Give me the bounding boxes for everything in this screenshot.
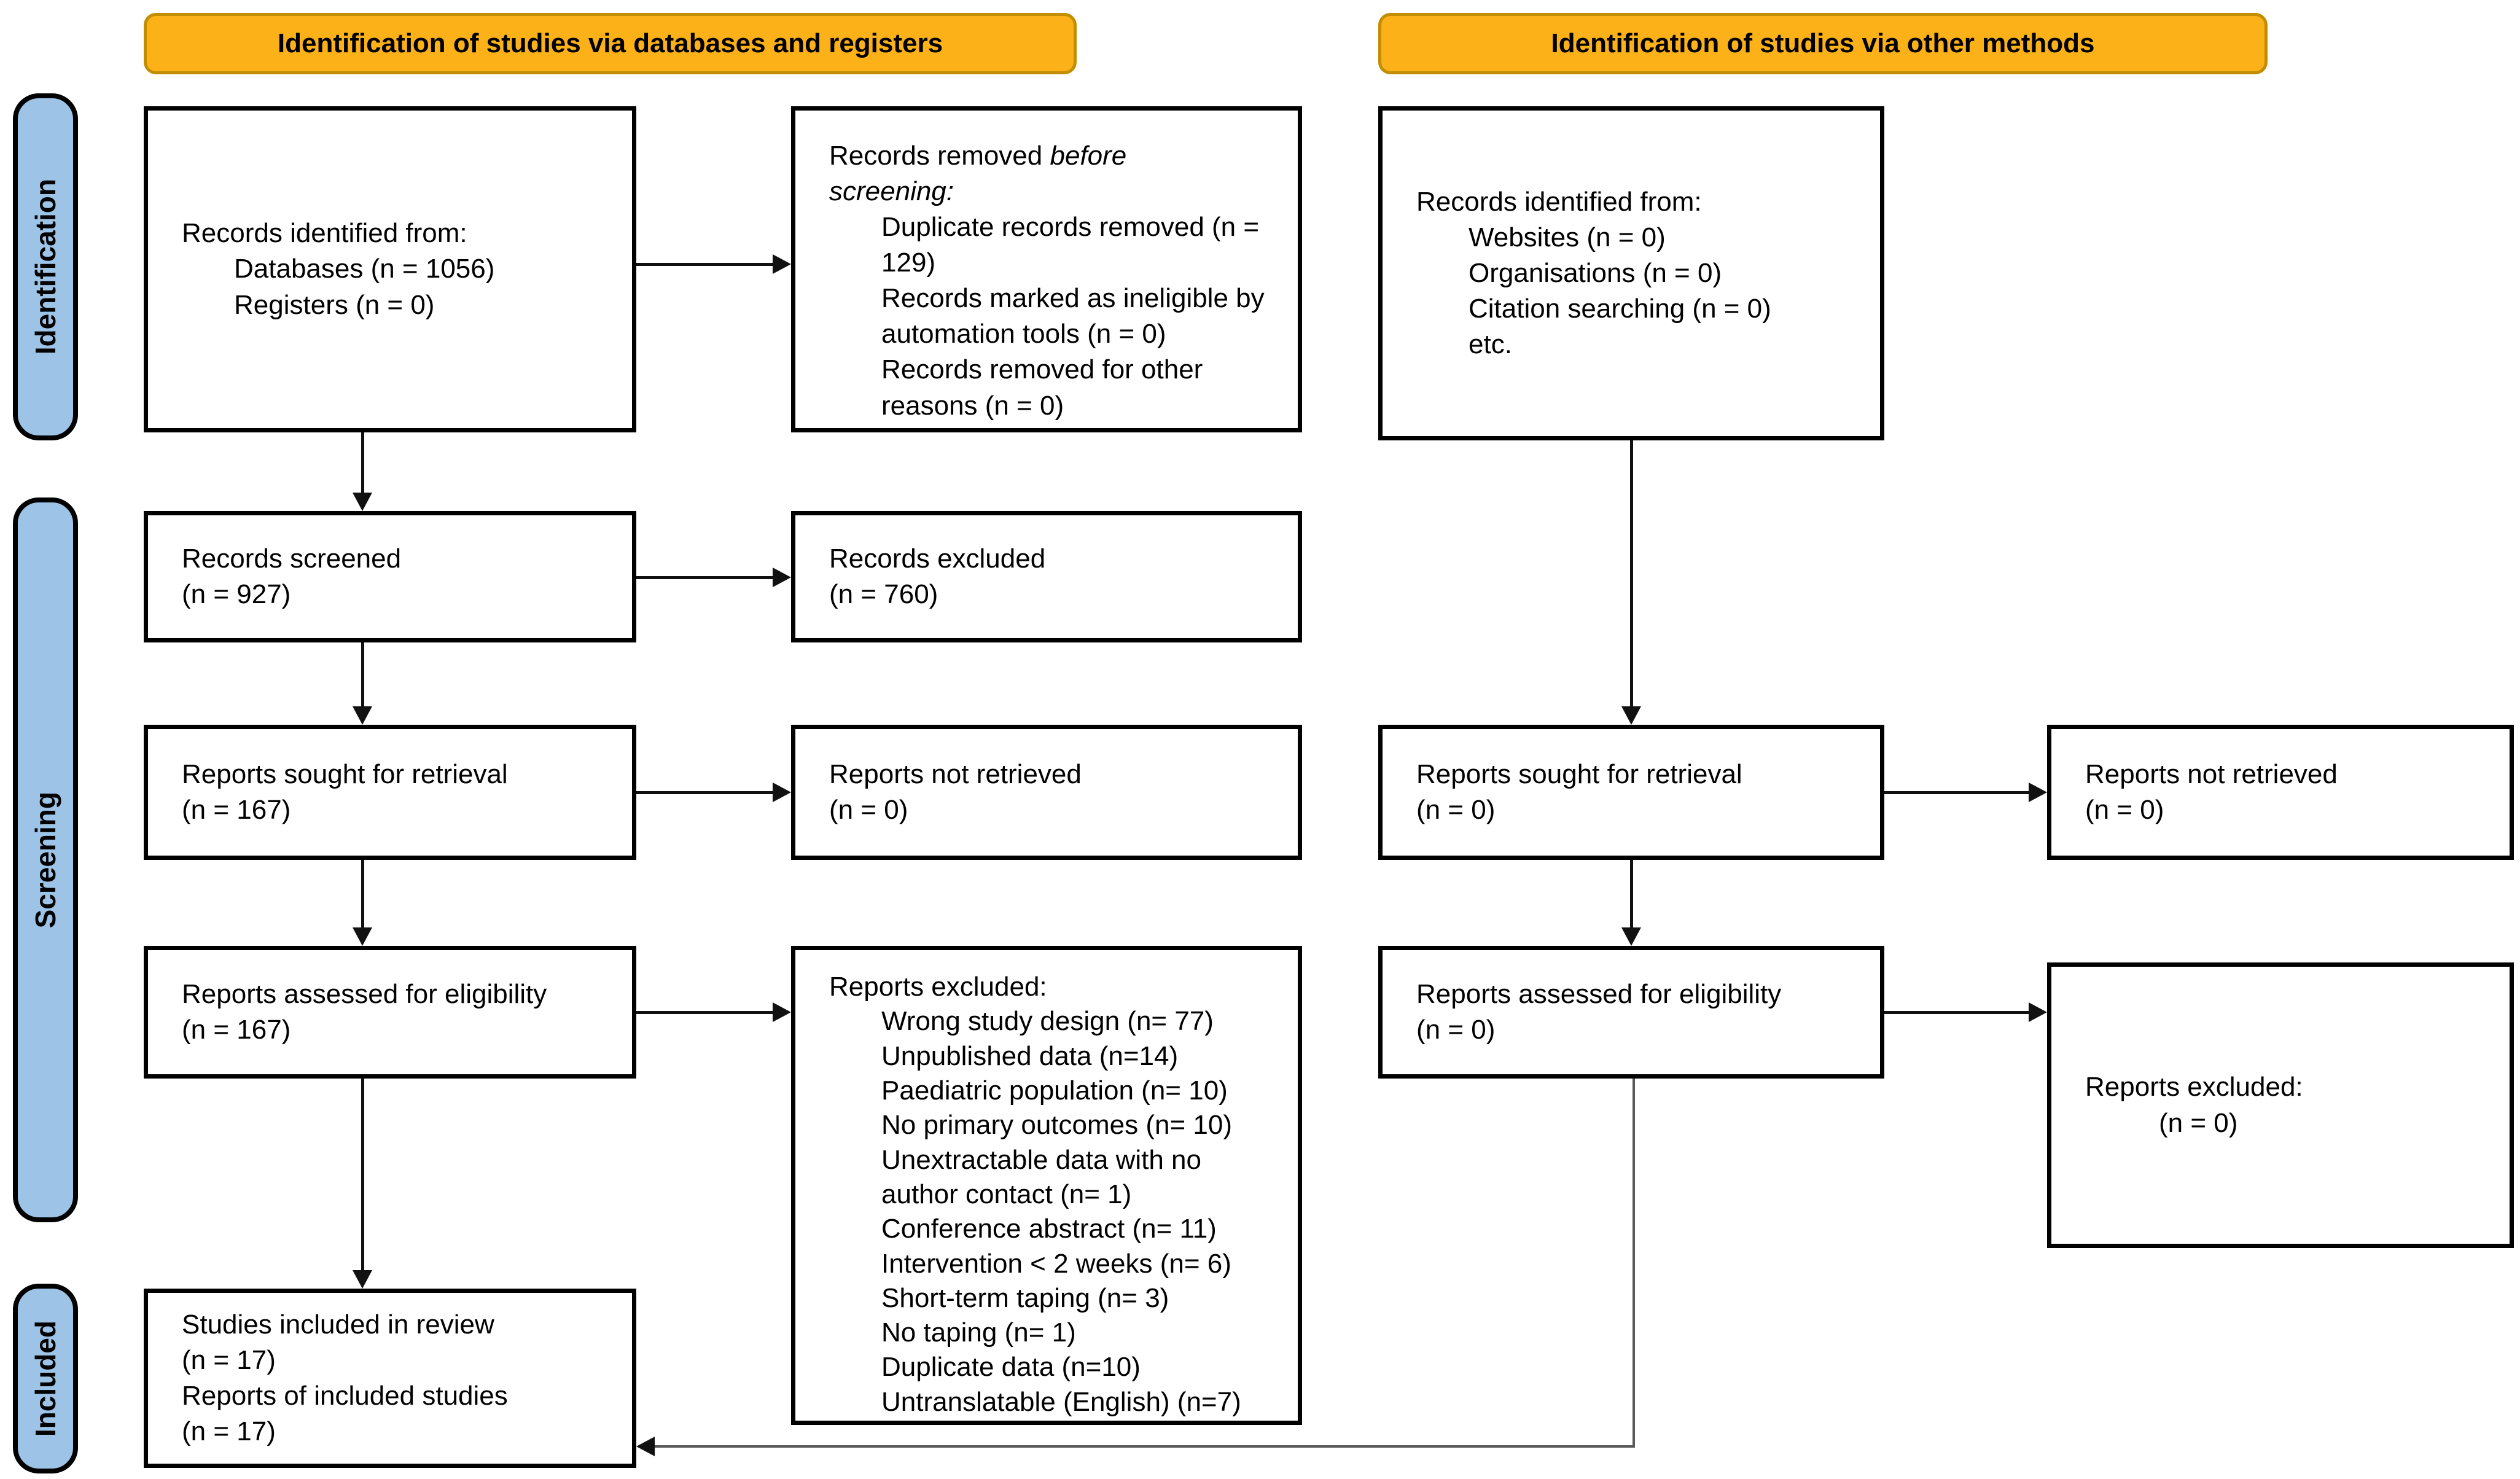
connector-other-to-included-horizontal [655, 1445, 1635, 1448]
arrowhead-sought-to-assessed-other [1621, 927, 1641, 946]
records-identified-db-box [144, 106, 636, 432]
arrowhead-identified-to-sought-other [1621, 706, 1641, 725]
box-line: (n = 167) [182, 1015, 291, 1045]
records-excluded-box [791, 511, 1302, 642]
arrowhead-screened-to-sought [353, 706, 372, 725]
box-item: Unextractable data with no author contact (n= 1) [881, 1144, 1201, 1209]
stage-identification-text: Identification [29, 179, 61, 355]
box-item: etc. [1469, 329, 1512, 360]
stage-screening-text: Screening [29, 791, 61, 929]
arrowhead-assessed-to-excluded-db [773, 1002, 791, 1022]
box-item: Untranslatable (English) (n=7) [881, 1386, 1241, 1417]
box-item: Duplicate data (n=10) [881, 1352, 1141, 1383]
records-identified-other-box [1378, 106, 1884, 440]
box-line: Reports sought for retrieval [182, 759, 508, 789]
arrowhead-sought-to-assessed-db [353, 927, 372, 946]
box-line: (n = 0) [1416, 1015, 1496, 1045]
box-item: No primary outcomes (n= 10) [881, 1110, 1232, 1141]
box-line: Reports of included studies [182, 1381, 508, 1411]
box-item: Short-term taping (n= 3) [881, 1282, 1169, 1313]
box-item: Registers (n = 0) [234, 289, 435, 320]
records-screened-box [144, 511, 636, 642]
box-line: Records screened [182, 543, 402, 574]
title-italic: before [1050, 141, 1127, 171]
arrowhead-identified-to-screened [353, 493, 372, 511]
box-line: (n = 17) [182, 1416, 276, 1447]
box-item: No taping (n= 1) [881, 1317, 1076, 1348]
banner-databases-registers [144, 13, 1077, 74]
stage-label-screening [13, 498, 78, 1222]
banner-left-label: Identification of studies via databases and registers [277, 28, 943, 58]
box-item: Intervention < 2 weeks (n= 6) [881, 1248, 1231, 1279]
arrow-sought-to-notretrieved-other [1884, 791, 2030, 794]
box-line: Reports assessed for eligibility [1416, 978, 1782, 1009]
box-title: Reports excluded: [829, 972, 1047, 1002]
box-title: Records identified from: [182, 218, 467, 249]
box-title [829, 138, 1279, 174]
reports-excluded-db-box [791, 946, 1302, 1425]
arrowhead-screened-to-excluded [773, 568, 791, 587]
reports-sought-db-box [144, 725, 636, 860]
box-title: Records identified from: [1416, 186, 1702, 217]
reports-not-retrieved-other-box [2047, 725, 2514, 860]
records-removed-box [791, 106, 1302, 432]
box-item: Websites (n = 0) [1469, 222, 1666, 252]
box-line: (n = 927) [182, 579, 291, 609]
box-item: Conference abstract (n= 11) [881, 1214, 1217, 1244]
reports-sought-other-box [1378, 725, 1884, 860]
arrow-assessed-to-excluded-db [636, 1011, 774, 1014]
arrowhead-sought-to-notretrieved-other [2029, 782, 2047, 802]
box-item: Paediatric population (n= 10) [881, 1075, 1228, 1106]
arrowhead-sought-to-notretrieved-db [773, 782, 791, 802]
box-line: (n = 17) [182, 1344, 276, 1375]
arrowhead-identified-to-removed [773, 254, 791, 274]
title-prefix: Records removed [829, 141, 1050, 171]
box-line: (n = 760) [829, 579, 938, 609]
arrowhead-other-to-included [636, 1437, 655, 1456]
box-item: Organisations (n = 0) [1469, 257, 1722, 288]
box-item: Duplicate records removed (n = 129) [881, 212, 1260, 278]
box-item: Records marked as ineligible by automation tools (n = 0) [881, 283, 1265, 349]
box-line: Reports not retrieved [2085, 759, 2338, 789]
arrow-sought-to-assessed-other [1630, 860, 1633, 929]
arrow-screened-to-excluded [636, 576, 774, 579]
arrow-identified-to-removed [636, 263, 774, 266]
box-item: Unpublished data (n=14) [881, 1040, 1179, 1071]
box-line: Reports assessed for eligibility [182, 978, 547, 1009]
arrow-identified-to-sought-other [1630, 440, 1633, 708]
reports-excluded-other-box [2047, 962, 2514, 1248]
reports-assessed-other-box [1378, 946, 1884, 1079]
stage-label-identification [13, 93, 78, 440]
box-line: Reports not retrieved [829, 759, 1082, 789]
box-item: Records removed for other reasons (n = 0) [881, 354, 1203, 421]
arrow-sought-to-notretrieved-db [636, 791, 774, 794]
stage-included-text: Included [29, 1320, 61, 1437]
box-line: (n = 0) [2159, 1107, 2238, 1138]
reports-assessed-db-box [144, 946, 636, 1079]
box-line: (n = 0) [2085, 795, 2164, 825]
box-item: Wrong study design (n= 77) [881, 1006, 1214, 1037]
box-title-line2: screening: [829, 176, 954, 207]
connector-other-to-included-vertical [1633, 1079, 1635, 1446]
stage-label-included [13, 1284, 78, 1473]
reports-not-retrieved-db-box [791, 725, 1302, 860]
box-item: Citation searching (n = 0) [1469, 294, 1771, 324]
arrow-sought-to-assessed-db [361, 860, 364, 929]
arrow-assessed-to-included [361, 1079, 364, 1271]
box-item: Databases (n = 1056) [234, 254, 495, 284]
box-line: Studies included in review [182, 1309, 494, 1340]
box-line: Reports sought for retrieval [1416, 759, 1742, 789]
banner-other-methods [1378, 13, 2268, 74]
arrow-assessed-to-excluded-other [1884, 1011, 2030, 1014]
arrow-identified-to-screened [361, 432, 364, 494]
box-line: (n = 0) [1416, 795, 1496, 825]
box-line: Reports excluded: [2085, 1072, 2303, 1102]
banner-right-label: Identification of studies via other methods [1551, 28, 2095, 58]
studies-included-box [144, 1289, 636, 1468]
arrow-screened-to-sought [361, 642, 364, 708]
box-line: (n = 167) [182, 795, 291, 825]
arrowhead-assessed-to-included [353, 1270, 372, 1289]
box-line: (n = 0) [829, 795, 908, 825]
box-line: Records excluded [829, 543, 1046, 574]
arrowhead-assessed-to-excluded-other [2029, 1002, 2047, 1022]
